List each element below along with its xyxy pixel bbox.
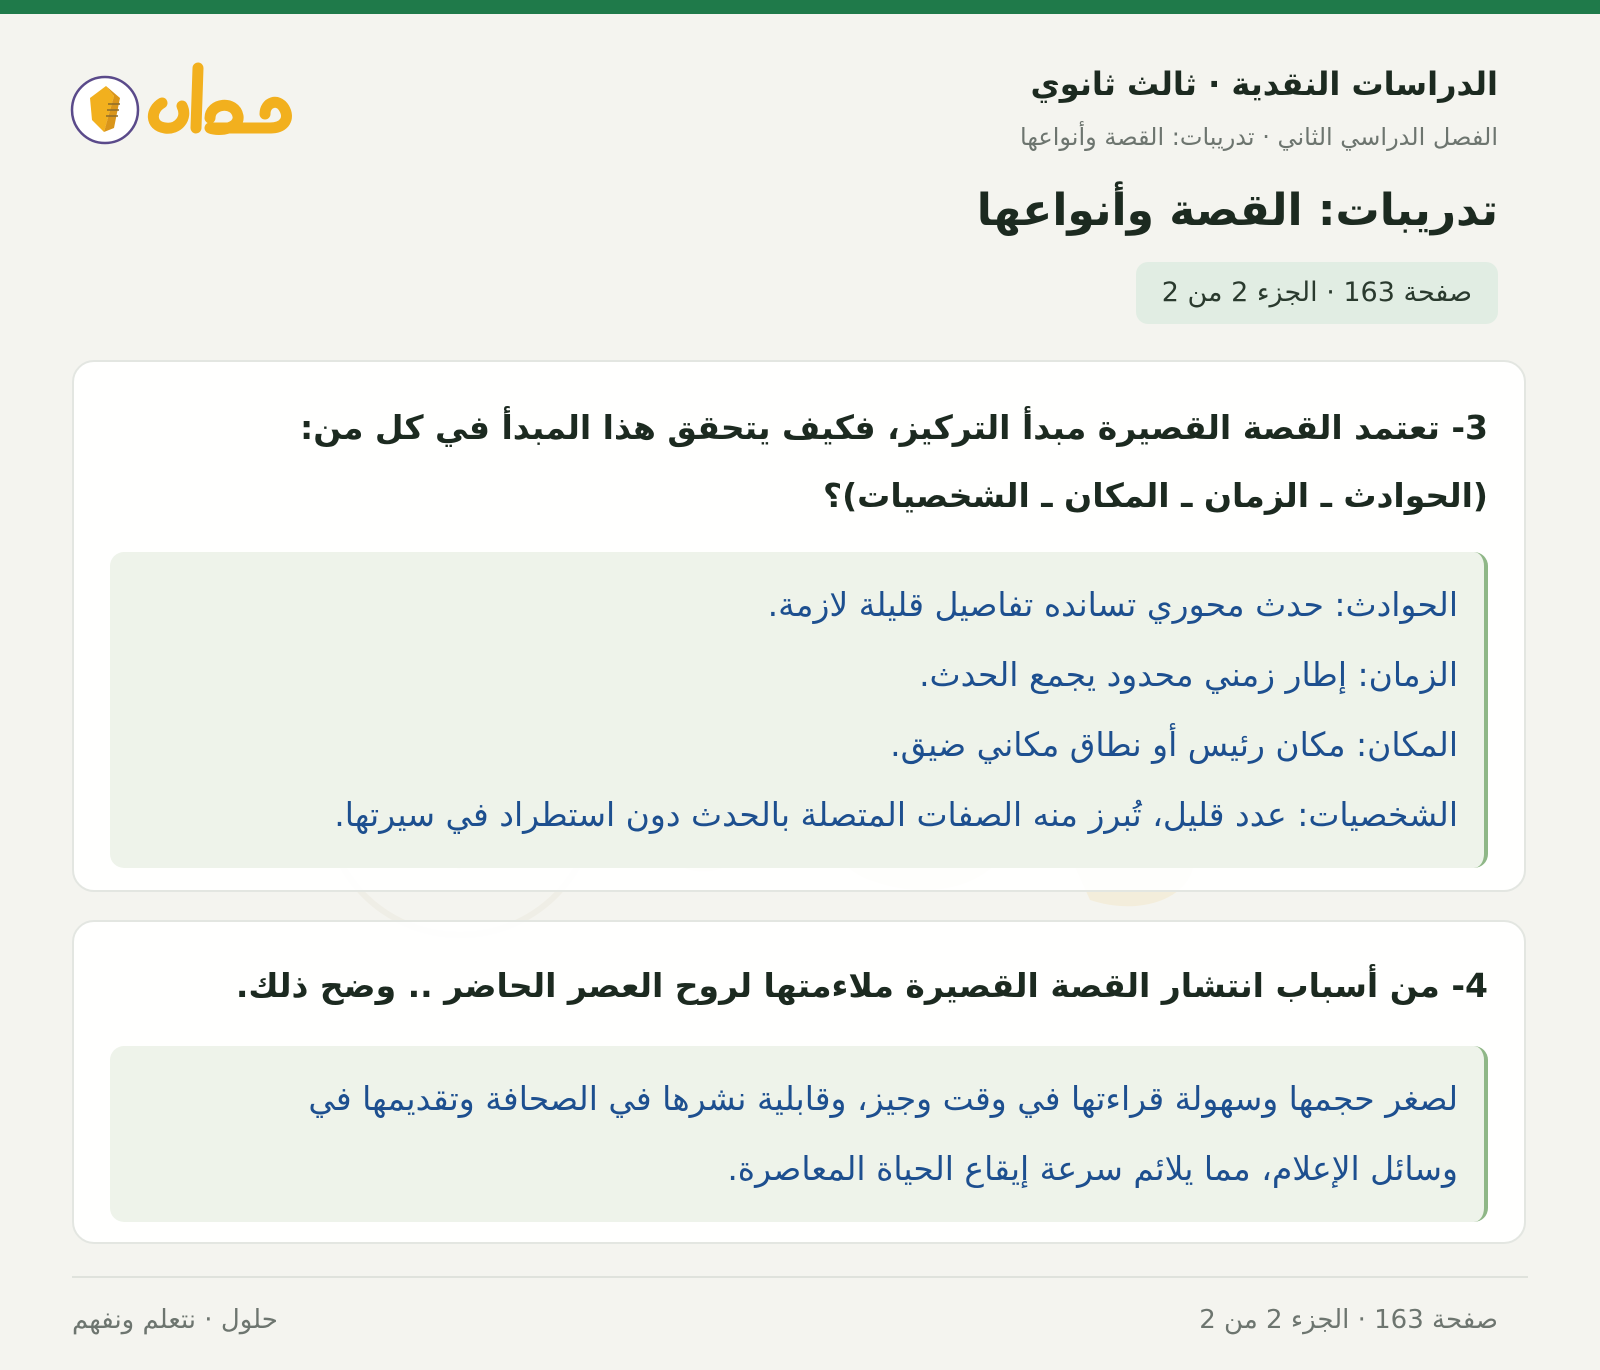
page-badge: صفحة 163 · الجزء 2 من 2	[1136, 262, 1498, 324]
answer-line: لصغر حجمها وسهولة قراءتها في وقت وجيز، وقابلية نشرها في الصحافة وتقديمها في	[308, 1079, 1458, 1118]
answer-line: الشخصيات: عدد قليل، تُبرز منه الصفات المتصلة بالحدث دون استطراد في سيرتها.	[334, 795, 1458, 834]
question-line: 4- من أسباب انتشار القصة القصيرة ملاءمتها لروح العصر الحاضر .. وضح ذلك.	[235, 966, 1488, 1005]
answer-line: الزمان: إطار زمني محدود يجمع الحدث.	[919, 655, 1458, 694]
answer-line: الحوادث: حدث محوري تسانده تفاصيل قليلة لازمة.	[767, 585, 1458, 624]
top-accent-bar	[0, 0, 1600, 14]
question-line: (الحوادث ـ الزمان ـ المكان ـ الشخصيات)؟	[822, 476, 1488, 515]
answer-3-box	[110, 552, 1488, 868]
question-card-4	[72, 920, 1526, 1244]
book-logo-icon	[72, 77, 138, 143]
footer-brand: حلول · نتعلم ونفهم	[72, 1305, 278, 1335]
answer-line: المكان: مكان رئيس أو نطاق مكاني ضيق.	[890, 725, 1458, 764]
footer-divider	[72, 1276, 1528, 1278]
footer-page-info: صفحة 163 · الجزء 2 من 2	[1199, 1305, 1498, 1335]
page-title: تدريبات: القصة وأنواعها	[976, 185, 1498, 236]
hulul-logo[interactable]	[70, 58, 300, 158]
question-4-text	[74, 962, 1524, 1010]
answer-line: وسائل الإعلام، مما يلائم سرعة إيقاع الحياة المعاصرة.	[727, 1149, 1458, 1188]
breadcrumb: الفصل الدراسي الثاني · تدريبات: القصة وأنواعها	[1020, 123, 1498, 151]
question-card-3	[72, 360, 1526, 892]
logo-wordmark	[153, 68, 286, 130]
question-line: 3- تعتمد القصة القصيرة مبدأ التركيز، فكيف يتحقق هذا المبدأ في كل من:	[300, 408, 1488, 447]
answer-4-box	[110, 1046, 1488, 1222]
question-3-text	[74, 394, 1524, 530]
course-title: الدراسات النقدية · ثالث ثانوي	[1030, 65, 1498, 103]
page-header	[977, 62, 1498, 324]
